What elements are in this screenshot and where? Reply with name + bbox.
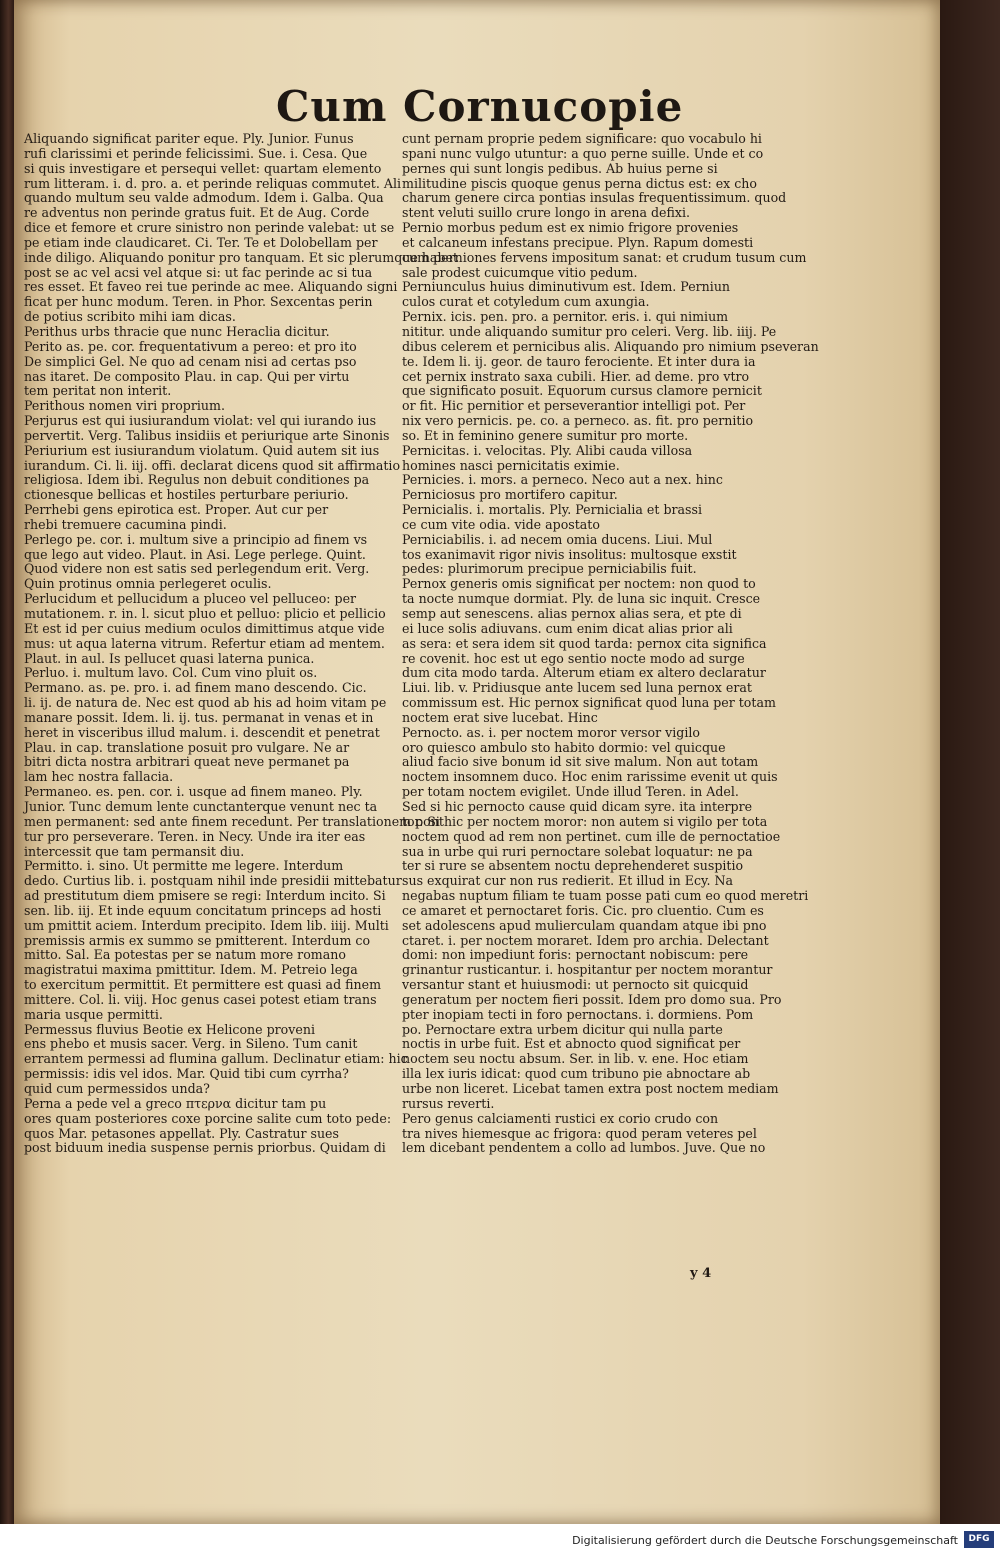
text-line: cunt pernam proprie pedem significare: quo vocabulo hi <box>402 131 762 146</box>
signature-mark: y 4 <box>690 1266 712 1281</box>
text-line: lam hec nostra fallacia. <box>24 769 174 785</box>
text-line: ce cum vite odia. vide apostato <box>402 516 600 532</box>
text-line: Aliquando significat pariter eque. Ply. Junior. Funus <box>24 131 354 146</box>
text-line: Pernicitas. i. velocitas. Ply. Alibi cauda villosa <box>402 442 693 458</box>
text-line: pernes qui sunt longis pedibus. Ab huius perne si <box>402 160 718 176</box>
text-line: charum genere circa pontias insulas frequentissimum. quod <box>402 190 787 206</box>
text-line: que significato posuit. Equorum cursus clamore pernicit <box>402 383 762 399</box>
text-line: Perithous nomen viri proprium. <box>24 398 225 414</box>
book-binding <box>0 0 14 1524</box>
text-line: ores quam posteriores coxe porcine salite cum toto pede: <box>24 1110 392 1126</box>
text-line: so. Et in feminino genere sumitur pro morte. <box>402 427 689 443</box>
text-line: homines nasci pernicitatis eximie. <box>402 457 620 473</box>
text-line: mutationem. r. in. l. sicut pluo et pelluo: plicio et pellicio <box>24 606 386 621</box>
text-line: Permano. as. pe. pro. i. ad finem mano descendo. Cic. <box>24 680 367 696</box>
text-line: dibus celerem et pernicibus alis. Aliquando pro nimium pseveran <box>402 338 819 354</box>
text-line: stent veluti suillo crure longo in arena defixi. <box>402 205 691 221</box>
text-line: quando multum seu valde admodum. Idem i. Galba. Qua <box>24 190 384 206</box>
text-line: lem dicebant pendentem a collo ad lumbos. Juve. Que no <box>402 1140 766 1156</box>
text-line: spani nunc vulgo utuntur: a quo perne suille. Unde et co <box>402 145 764 161</box>
text-line: iurandum. Ci. li. iij. offi. declarat dicens quod sit affirmatio <box>24 457 401 473</box>
text-line: to exercitum permittit. Et permittere est quasi ad finem <box>24 977 382 993</box>
text-line: militudine piscis quoque genus perna dictus est: ex cho <box>402 175 758 191</box>
text-line: te. Idem li. ij. geor. de tauro ferociente. Et inter dura ia <box>402 353 756 369</box>
text-line: grinantur rusticantur. i. hospitantur per noctem morantur <box>402 962 773 978</box>
text-line: si quis investigare et persequi vellet: quartam elemento <box>24 160 382 176</box>
text-line: noctem erat sive lucebat. Hinc <box>402 709 598 725</box>
text-line: Permitto. i. sino. Ut permitte me legere. Interdum <box>24 858 344 874</box>
text-line: permissis: idis vel idos. Mar. Quid tibi cum cyrrha? <box>24 1066 349 1082</box>
text-line: intercessit que tam permansit diu. <box>24 843 245 859</box>
text-line: mus: ut aqua laterna vitrum. Refertur etiam ad mentem. <box>24 635 385 651</box>
text-line: ad prestitutum diem pmisere se regi: Interdum incito. Si <box>24 888 386 904</box>
text-line: rufi clarissimi et perinde felicissimi. Sue. i. Cesa. Que <box>24 145 368 161</box>
text-line: heret in visceribus illud malum. i. descendit et penetrat <box>24 724 380 740</box>
text-line: ens phebo et musis sacer. Verg. in Sileno. Tum canit <box>24 1036 358 1052</box>
text-line: Pernicies. i. mors. a perneco. Neco aut a nex. hinc <box>402 472 723 488</box>
text-line: noctem insomnem duco. Hoc enim rarissime evenit ut quis <box>402 769 778 785</box>
text-line: as sera: et sera idem sit quod tarda: pernox cita significa <box>402 635 767 651</box>
page-edge-shadow <box>940 0 1000 1524</box>
text-line: Perna a pede vel a greco πτερνα dicitur tam pu <box>24 1095 327 1111</box>
text-line: Perlucidum et pellucidum a pluceo vel pelluceo: per <box>24 591 357 607</box>
text-line: rhebi tremuere cacumina pindi. <box>24 516 227 532</box>
text-line: Sed si hic pernocto cause quid dicam syre. ita interpre <box>402 798 753 814</box>
text-line: dum cita modo tarda. Alterum etiam ex altero declaratur <box>402 665 766 681</box>
text-line: urbe non liceret. Licebat tamen extra post noctem mediam <box>402 1081 779 1096</box>
text-line: pervertit. Verg. Talibus insidiis et periurique arte Sinonis <box>24 427 390 443</box>
text-line: Perrhebi gens epirotica est. Proper. Aut cur per <box>24 502 329 518</box>
text-line: rursus reverti. <box>402 1095 495 1111</box>
text-line: Liui. lib. v. Pridiusque ante lucem sed luna pernox erat <box>402 680 752 696</box>
text-line: generatum per noctem fieri possit. Idem pro domo sua. Pro <box>402 991 782 1007</box>
text-line: ctionesque bellicas et hostiles perturbare periurio. <box>24 487 349 503</box>
text-line: maria usque permitti. <box>24 1006 163 1022</box>
text-line: or fit. Hic pernitior et perseverantior intelligi pot. Per <box>402 398 746 414</box>
text-line: Et est id per cuius medium oculos dimittimus atque vide <box>24 620 385 636</box>
text-line: post biduum inedia suspense pernis priorbus. Quidam di <box>24 1140 386 1156</box>
text-line: res esset. Et faveo rei tue perinde ac mee. Aliquando signi <box>24 279 398 295</box>
text-line: Pernio morbus pedum est ex nimio frigore provenies <box>402 220 739 236</box>
text-line: quid cum permessidos unda? <box>24 1081 210 1096</box>
text-line: bitri dicta nostra arbitrari queat neve permanet pa <box>24 754 350 770</box>
text-line: Permaneo. es. pen. cor. i. usque ad finem maneo. Ply. <box>24 784 363 800</box>
text-line: tur pro perseverare. Teren. in Necy. Unde ira iter eas <box>24 828 366 844</box>
text-line: Perithus urbs thracie que nunc Heraclia dicitur. <box>24 323 330 339</box>
text-line: Quin protinus omnia perlegeret oculis. <box>24 576 272 592</box>
text-line: rum litteram. i. d. pro. a. et perinde reliquas commutet. Ali <box>24 175 401 191</box>
text-line: manare possit. Idem. li. ij. tus. permanat in venas et in <box>24 709 374 725</box>
text-line: mitto. Sal. Ea potestas per se natum more romano <box>24 947 346 963</box>
text-line: nas itaret. De composito Plau. in cap. Qui per virtu <box>24 368 350 384</box>
text-line: oro quiesco ambulo sto habito dormio: vel quicque <box>402 739 726 755</box>
text-line: Permessus fluvius Beotie ex Helicone proveni <box>24 1021 315 1037</box>
text-line: Plau. in cap. translatione posuit pro vulgare. Ne ar <box>24 739 350 755</box>
text-line: nititur. unde aliquando sumitur pro celeri. Verg. lib. iiij. Pe <box>402 323 777 339</box>
text-line: Perlego pe. cor. i. multum sive a principio ad finem vs <box>24 531 368 547</box>
text-line: cum perniones fervens impositum sanat: et crudum tusum cum <box>402 249 807 265</box>
text-line: re covenit. hoc est ut ego sentio nocte modo ad surge <box>402 650 745 666</box>
text-line: dice et femore et crure sinistro non perinde valebat: ut se <box>24 220 395 236</box>
dfg-logo: DFG <box>964 1531 994 1548</box>
text-line: pedes: plurimorum precipue perniciabilis fuit. <box>402 561 697 577</box>
text-line: tem peritat non interit. <box>24 383 172 399</box>
text-line: Pero genus calciamenti rustici ex corio crudo con <box>402 1110 719 1126</box>
text-line: domi: non impediunt foris: pernoctant nobiscum: pere <box>402 947 749 963</box>
text-line: Perniunculus huius diminutivum est. Idem. Perniun <box>402 279 731 295</box>
text-line: Periurium est iusiurandum violatum. Quid autem sit ius <box>24 442 380 458</box>
text-line: pter inopiam tecti in foro pernoctans. i. dormiens. Pom <box>402 1006 754 1022</box>
text-line: aliud facio sive bonum id sit sive malum. Non aut totam <box>402 754 759 770</box>
text-line: semp aut senescens. alias pernox alias sera, et pte di <box>402 606 742 621</box>
text-line: religiosa. Idem ibi. Regulus non debuit conditiones pa <box>24 472 370 488</box>
text-line: versantur stant et huiusmodi: ut pernocto sit quicquid <box>402 977 749 993</box>
funding-credit: Digitalisierung gefördert durch die Deutsche Forschungsgemeinschaft <box>572 1534 958 1547</box>
text-line: li. ij. de natura de. Nec est quod ab his ad hoim vitam pe <box>24 695 387 711</box>
text-line: ei luce solis adiuvans. cum enim dicat alias prior ali <box>402 620 733 636</box>
text-line: men permanent: sed ante finem recedunt. Per translationem pont <box>24 813 444 829</box>
text-line: que lego aut video. Plaut. in Asi. Lege perlege. Quint. <box>24 546 366 562</box>
text-line: Perniciabilis. i. ad necem omia ducens. Liui. Mul <box>402 531 713 547</box>
text-line: mittere. Col. li. viij. Hoc genus casei potest etiam trans <box>24 991 377 1007</box>
text-line: Pernox generis omis significat per noctem: non quod to <box>402 576 756 592</box>
text-line: De simplici Gel. Ne quo ad cenam nisi ad certas pso <box>24 353 357 369</box>
text-line: ficat per hunc modum. Teren. in Phor. Sexcentas perin <box>24 294 373 310</box>
text-line: post se ac vel acsi vel atque si: ut fac perinde ac si tua <box>24 264 373 280</box>
text-line: magistratui maxima pmittitur. Idem. M. Petreio lega <box>24 962 358 978</box>
text-line: quos Mar. petasones appellat. Ply. Castratur sues <box>24 1125 339 1141</box>
text-line: po. Pernoctare extra urbem dicitur qui nulla parte <box>402 1021 723 1037</box>
text-line: Pernocto. as. i. per noctem moror versor vigilo <box>402 724 700 740</box>
text-line: Plaut. in aul. Is pellucet quasi laterna punica. <box>24 650 315 666</box>
text-line: errantem permessi ad flumina gallum. Declinatur etiam: hic <box>24 1051 408 1067</box>
text-line: dedo. Curtius lib. i. postquam nihil inde presidii mittebatur <box>24 873 402 889</box>
text-line: culos curat et cotyledum cum axungia. <box>402 294 650 310</box>
text-line: premissis armis ex summo se pmitterent. Interdum co <box>24 932 371 948</box>
footer-bar <box>0 1524 1000 1558</box>
text-line: set adolescens apud mulierculam quandam atque ibi pno <box>402 917 767 933</box>
text-line: et calcaneum infestans precipue. Plyn. Rapum domesti <box>402 234 754 250</box>
text-line: sus exquirat cur non rus redierit. Et illud in Ecy. Na <box>402 873 733 889</box>
text-line: cet pernix instrato saxa cubili. Hier. ad deme. pro vtro <box>402 368 750 384</box>
book-page <box>14 0 940 1524</box>
text-line: re adventus non perinde gratus fuit. Et de Aug. Corde <box>24 205 370 221</box>
text-line: commissum est. Hic pernox significat quod luna per totam <box>402 695 776 711</box>
text-line: sua in urbe qui ruri pernoctare solebat loquatur: ne pa <box>402 843 753 859</box>
text-line: negabas nuptum filiam te tuam posse pati cum eo quod meretri <box>402 888 809 904</box>
text-line: sen. lib. iij. Et inde equum concitatum princeps ad hosti <box>24 902 382 918</box>
text-line: um pmittit aciem. Interdum precipito. Idem lib. iiij. Multi <box>24 917 389 933</box>
text-line: ctaret. i. per noctem moraret. Idem pro archia. Delectant <box>402 932 769 948</box>
text-line: tor. Si hic per noctem moror: non autem si vigilo per tota <box>402 813 768 829</box>
text-line: Quod videre non est satis sed perlegendum erit. Verg. <box>24 561 370 577</box>
text-line: ce amaret et pernoctaret foris. Cic. pro cluentio. Cum es <box>402 902 764 918</box>
text-line: Perniciosus pro mortifero capitur. <box>402 487 618 503</box>
text-line: Pernix. icis. pen. pro. a pernitor. eris. i. qui nimium <box>402 309 729 325</box>
text-line: tra nives hiemesque ac frigora: quod peram veteres pel <box>402 1125 757 1141</box>
text-line: inde diligo. Aliquando ponitur pro tanquam. Et sic plerumque habet <box>24 249 459 265</box>
text-line: Perito as. pe. cor. frequentativum a pereo: et pro ito <box>24 338 357 354</box>
text-line: ta nocte numque dormiat. Ply. de luna sic inquit. Cresce <box>402 591 761 607</box>
text-line: nix vero pernicis. pe. co. a perneco. as. fit. pro pernitio <box>402 413 754 429</box>
text-line: ter si rure se absentem noctu deprehenderet suspitio <box>402 858 744 874</box>
text-line: Perluo. i. multum lavo. Col. Cum vino pluit os. <box>24 665 318 681</box>
text-line: noctem seu noctu absum. Ser. in lib. v. ene. Hoc etiam <box>402 1051 749 1067</box>
text-line: Junior. Tunc demum lente cunctanterque venunt nec ta <box>24 798 378 814</box>
running-head: Cum Cornucopie <box>276 82 684 131</box>
text-line: noctis in urbe fuit. Est et abnocto quod significat per <box>402 1036 741 1052</box>
text-line: illa lex iuris idicat: quod cum tribuno pie abnoctare ab <box>402 1066 751 1082</box>
text-line: pe etiam inde claudicaret. Ci. Ter. Te et Dolobellam per <box>24 234 378 250</box>
text-line: sale prodest cuicumque vitio pedum. <box>402 264 638 280</box>
text-line: noctem quod ad rem non pertinet. cum ille de pernoctatioe <box>402 828 781 844</box>
text-line: Perjurus est qui iusiurandum violat: vel qui iurando ius <box>24 413 377 429</box>
right-text-column <box>402 131 819 1156</box>
text-line: tos exanimavit rigor nivis insolitus: multosque exstit <box>402 546 737 562</box>
text-line: per totam noctem evigilet. Unde illud Teren. in Adel. <box>402 784 739 800</box>
text-line: Pernicialis. i. mortalis. Ply. Pernicialia et brassi <box>402 502 702 518</box>
text-line: de potius scribito mihi iam dicas. <box>24 309 236 325</box>
